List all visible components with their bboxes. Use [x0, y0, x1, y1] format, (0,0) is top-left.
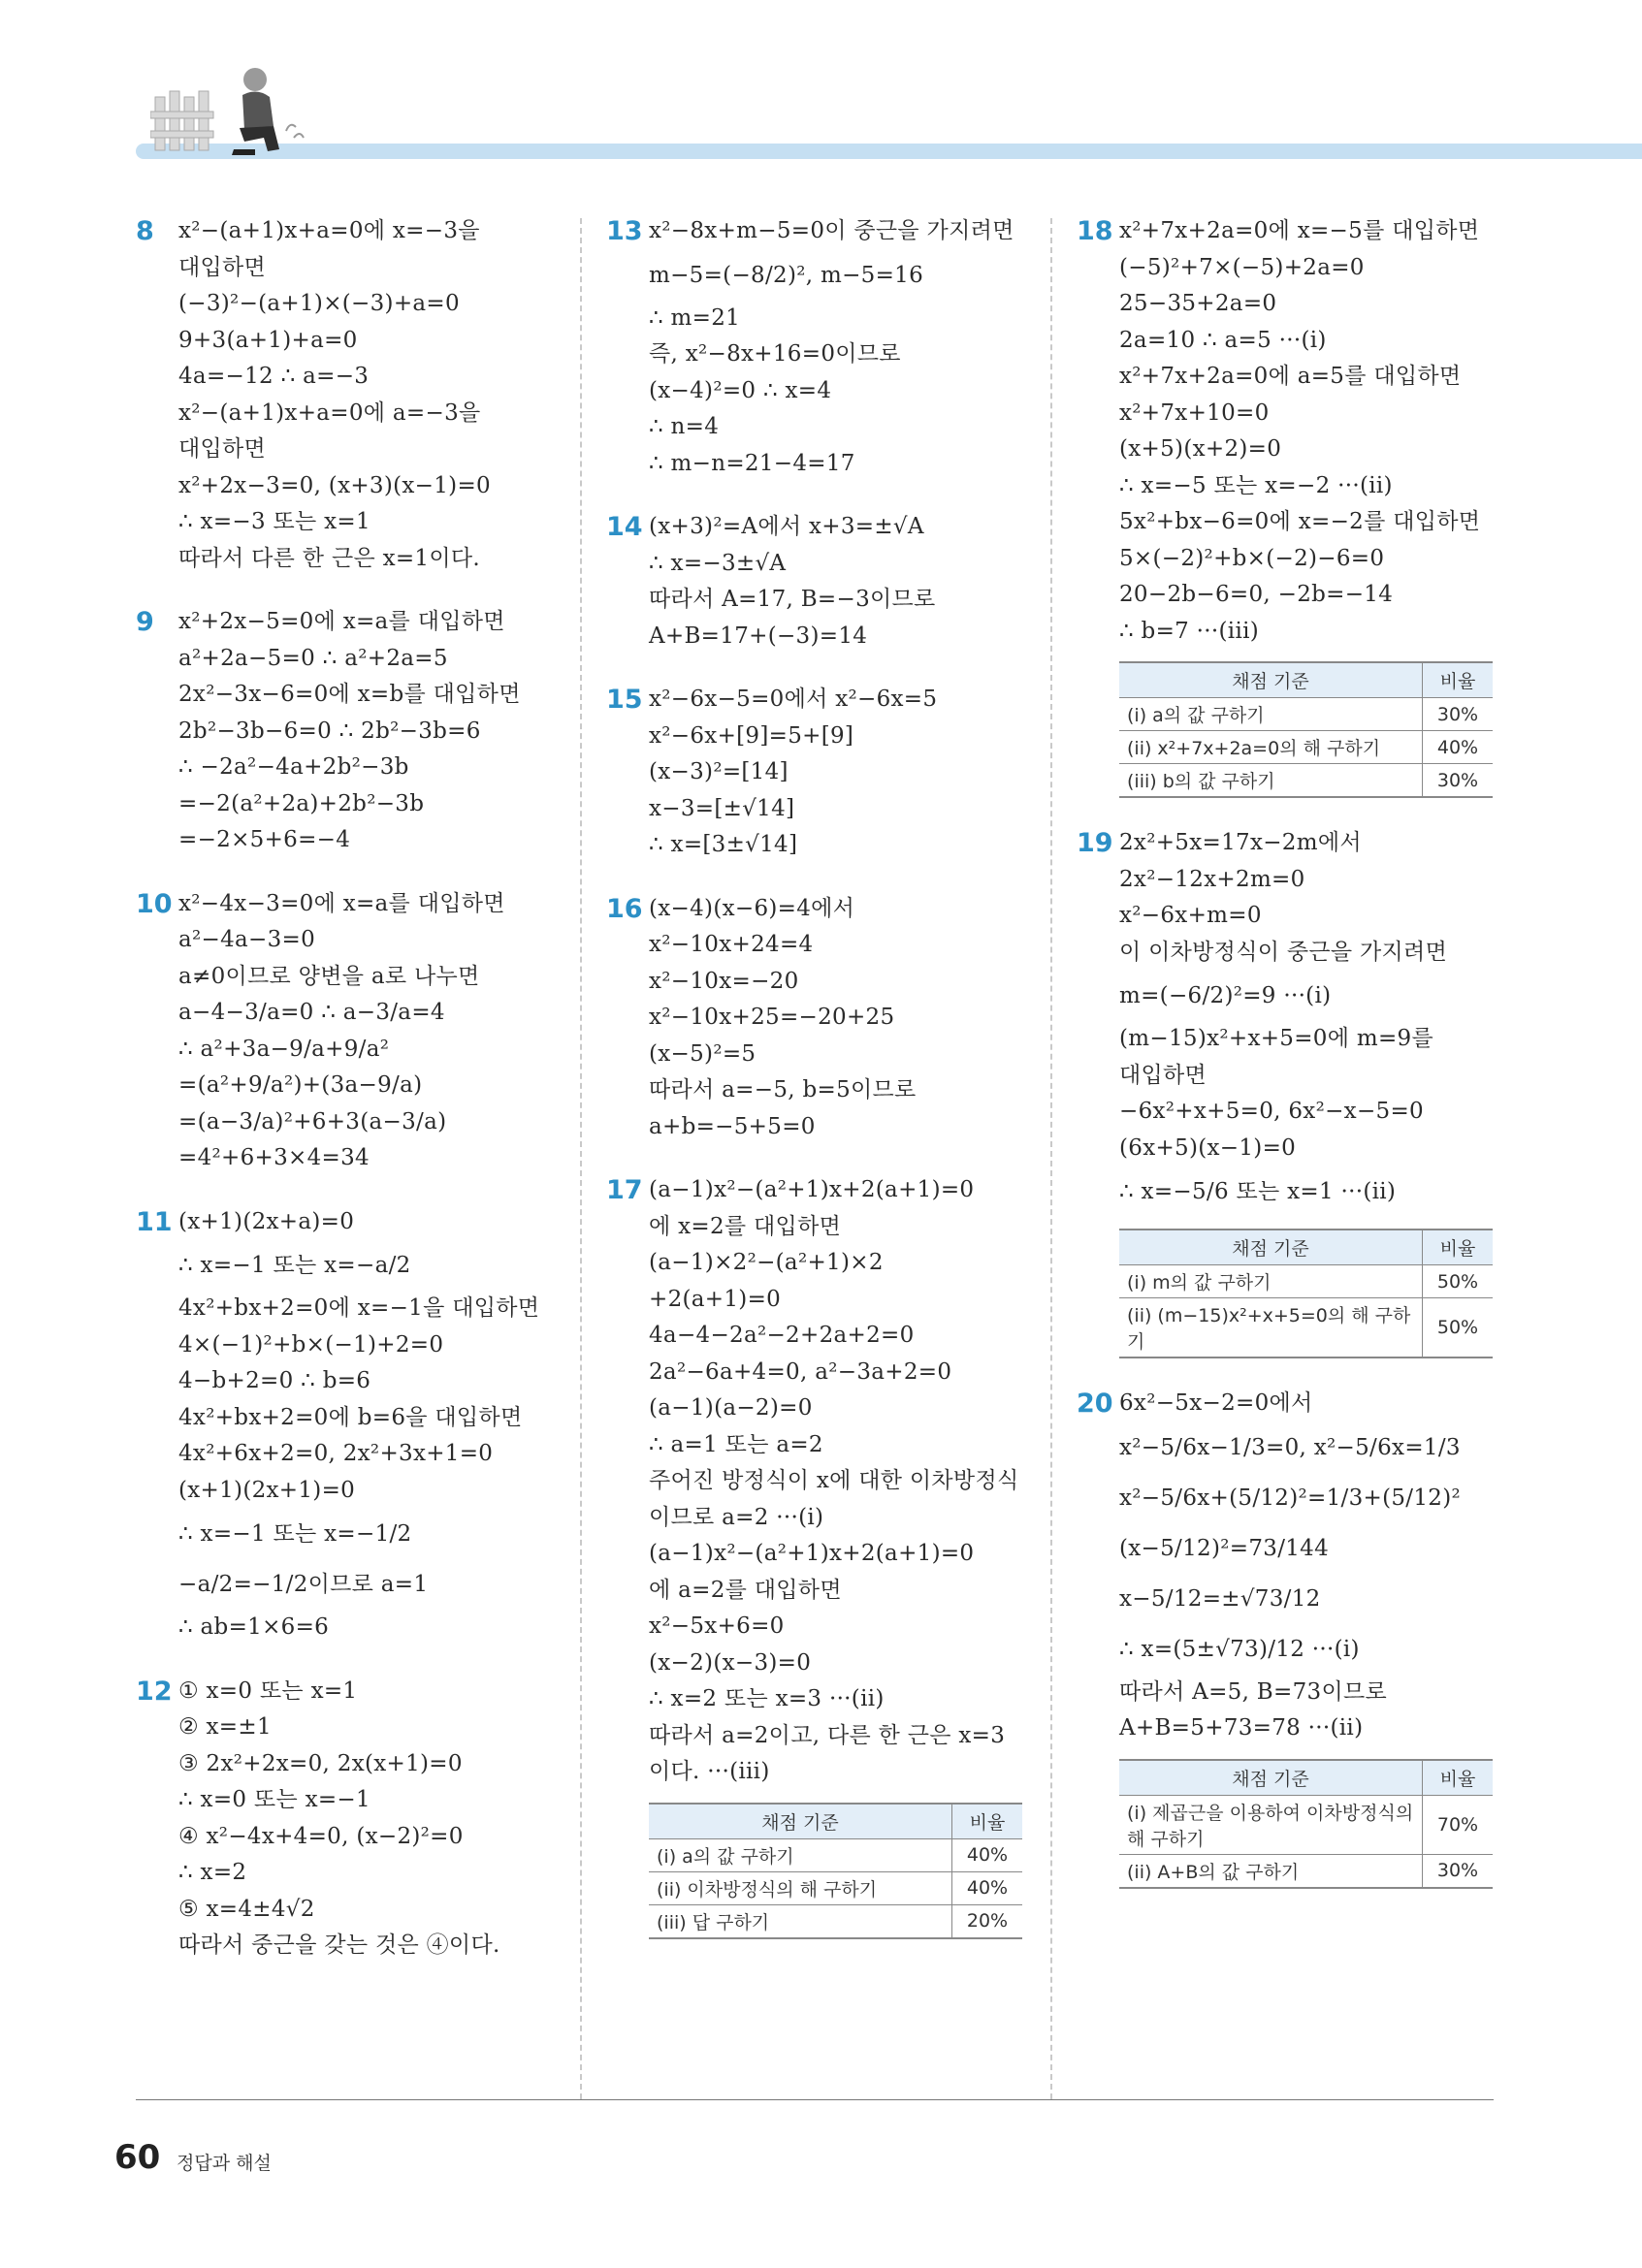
problem-8: [136, 213, 563, 577]
solution-line: ① x=0 또는 x=1: [178, 1677, 358, 1704]
solution-line: a²+2a−5=0 ∴ a²+2a=5: [178, 645, 448, 671]
grading-ratio: 30%: [1423, 1854, 1494, 1888]
problem-18: [1077, 213, 1503, 798]
solution-line: 따라서 다른 한 근은 x=1이다.: [178, 545, 481, 571]
grading-ratio: 20%: [952, 1904, 1023, 1938]
solution-line: −a/2=−1/2이므로 a=1: [178, 1572, 429, 1597]
solution-line: 에 x=2를 대입하면: [649, 1213, 842, 1239]
solution-line: 4−b+2=0 ∴ b=6: [178, 1368, 371, 1393]
grading-criterion: (i) a의 값 구하기: [1119, 698, 1423, 731]
solution-line: 따라서 a=−5, b=5이므로: [649, 1077, 917, 1102]
column-divider-1: [580, 218, 582, 2099]
grading-criterion: (iii) b의 값 구하기: [1119, 764, 1423, 798]
solution-line: ∴ x=2: [178, 1860, 247, 1885]
solution-line: (m−15)x²+x+5=0에 m=9를: [1119, 1026, 1433, 1051]
problem-11: [136, 1204, 563, 1646]
grading-criterion: (ii) A+B의 값 구하기: [1119, 1854, 1423, 1888]
problem-number: 18: [1077, 216, 1113, 246]
grading-table: [649, 1803, 1022, 1939]
solution-line: (a−1)×2²−(a²+1)×2: [649, 1250, 884, 1275]
grading-criterion: (ii) (m−15)x²+x+5=0의 해 구하기: [1119, 1298, 1423, 1358]
solution-line: 4a=−12 ∴ a=−3: [178, 364, 370, 389]
solution-line: 2x²−3x−6=0에 x=b를 대입하면: [178, 682, 521, 707]
solution-line: ∴ x=(5±√73)/12 ···(i): [1119, 1636, 1360, 1662]
solution-line: (x+1)(2x+a)=0: [178, 1208, 355, 1234]
solution-line: ⑤ x=4±4√2: [178, 1896, 315, 1922]
solution-line: 25−35+2a=0: [1119, 291, 1277, 316]
solution-line: a≠0이므로 양변을 a로 나누면: [178, 963, 480, 989]
solution-line: ∴ −2a²−4a+2b²−3b: [178, 754, 409, 780]
column-divider-2: [1050, 218, 1052, 2099]
solution-line: 따라서 a=2이고, 다른 한 근은 x=3: [649, 1722, 1006, 1748]
solution-line: 2b²−3b−6=0 ∴ 2b²−3b=6: [178, 718, 481, 744]
solution-line: 따라서 중근을 갖는 것은 ④이다.: [178, 1933, 500, 1958]
solution-line: (x+5)(x+2)=0: [1119, 436, 1282, 462]
solution-line: ④ x²−4x+4=0, (x−2)²=0: [178, 1823, 464, 1849]
solution-line: a²−4a−3=0: [178, 927, 316, 952]
grading-criterion: (i) m의 값 구하기: [1119, 1265, 1423, 1298]
solution-line: 5×(−2)²+b×(−2)−6=0: [1119, 545, 1385, 571]
solution-line: (a−1)x²−(a²+1)x+2(a+1)=0: [649, 1177, 975, 1202]
grading-ratio-header: 비율: [1423, 662, 1494, 698]
solution-line: ∴ x=−5/6 또는 x=1 ···(ii): [1119, 1179, 1397, 1204]
solution-line: x²−(a+1)x+a=0에 a=−3을: [178, 399, 481, 426]
solution-line: 따라서 A=5, B=73이므로: [1119, 1678, 1387, 1705]
problem-14: [606, 509, 1033, 655]
grading-criteria-header: 채점 기준: [1119, 1230, 1423, 1265]
solution-line: =−2×5+6=−4: [178, 827, 351, 852]
grading-criteria-header: 채점 기준: [1119, 1760, 1423, 1796]
solution-line: x²−10x+25=−20+25: [649, 1005, 895, 1030]
solution-line: x²−10x+24=4: [649, 932, 814, 957]
solution-line: a−4−3/a=0 ∴ a−3/a=4: [178, 1000, 445, 1025]
solution-line: 대입하면: [178, 436, 267, 462]
grading-criteria-header: 채점 기준: [649, 1804, 952, 1839]
problem-20: [1077, 1386, 1503, 1889]
solution-line: 이다. ···(iii): [649, 1759, 770, 1784]
grading-criterion: (i) a의 값 구하기: [649, 1838, 952, 1871]
solution-line: a+b=−5+5=0: [649, 1113, 816, 1139]
problem-number: 14: [606, 512, 643, 542]
solution-line: x²+7x+10=0: [1119, 399, 1270, 426]
solution-line: x²−6x+m=0: [1119, 903, 1262, 928]
problem-number: 16: [606, 893, 643, 924]
solution-line: 이므로 a=2 ···(i): [649, 1504, 824, 1530]
solution-line: x²−(a+1)x+a=0에 x=−3을: [178, 218, 480, 243]
solution-line: =−2(a²+2a)+2b²−3b: [178, 790, 425, 816]
grading-ratio: 40%: [952, 1871, 1023, 1904]
solution-line: ∴ x=2 또는 x=3 ···(ii): [649, 1686, 885, 1711]
grading-ratio: 50%: [1423, 1298, 1494, 1358]
solution-line: m−5=(−8/2)², m−5=16: [649, 262, 924, 288]
solution-line: +2(a+1)=0: [649, 1286, 782, 1312]
solution-line: ∴ m=21: [649, 304, 741, 331]
grading-table: [1119, 661, 1493, 798]
solution-line: x²−5x+6=0: [649, 1613, 785, 1639]
solution-line: x²−5/6x−1/3=0, x²−5/6x=1/3: [1119, 1434, 1461, 1460]
solution-line: =4²+6+3×4=34: [178, 1145, 370, 1170]
solution-line: x−3=[±√14]: [649, 795, 795, 821]
solution-line: (x−5)²=5: [649, 1040, 757, 1067]
problem-number: 19: [1077, 828, 1113, 858]
solution-line: 즉, x²−8x+16=0이므로: [649, 341, 901, 367]
grading-ratio-header: 비율: [1423, 1760, 1494, 1796]
grading-ratio: 50%: [1423, 1265, 1494, 1298]
grading-criterion: (i) 제곱근을 이용하여 이차방정식의 해 구하기: [1119, 1795, 1423, 1854]
grading-ratio: 40%: [952, 1838, 1023, 1871]
solution-line: ∴ x=0 또는 x=−1: [178, 1787, 370, 1812]
solution-line: =(a²+9/a²)+(3a−9/a): [178, 1072, 423, 1098]
solution-line: ∴ n=4: [649, 414, 720, 439]
solution-line: (x−4)²=0 ∴ x=4: [649, 377, 832, 403]
header-bar: [136, 144, 1642, 159]
solution-line: (x−2)(x−3)=0: [649, 1649, 812, 1676]
solution-line: ∴ b=7 ···(iii): [1119, 618, 1260, 644]
solution-line: 2x²−12x+2m=0: [1119, 866, 1305, 892]
problem-number: 8: [136, 216, 154, 246]
answer-column-1: [136, 213, 563, 1992]
solution-line: x²−8x+m−5=0이 중근을 가지려면: [649, 218, 1014, 243]
solution-line: 대입하면: [1119, 1062, 1207, 1088]
grading-ratio-header: 비율: [1423, 1230, 1494, 1265]
solution-line: 4x²+6x+2=0, 2x²+3x+1=0: [178, 1441, 494, 1466]
solution-line: (−5)²+7×(−5)+2a=0: [1119, 254, 1365, 280]
problem-13: [606, 213, 1033, 482]
solution-line: −6x²+x+5=0, 6x²−x−5=0: [1119, 1099, 1424, 1124]
solution-line: 2x²+5x=17x−2m에서: [1119, 830, 1362, 855]
problem-17: [606, 1172, 1033, 1939]
grading-table: [1119, 1229, 1493, 1358]
grading-ratio: 30%: [1423, 764, 1494, 798]
page-number: 60: [114, 2138, 161, 2177]
solution-line: (x−4)(x−6)=4에서: [649, 895, 855, 921]
problem-number: 15: [606, 685, 643, 715]
solution-line: 4x²+bx+2=0에 x=−1을 대입하면: [178, 1295, 540, 1321]
grading-criterion: (iii) 답 구하기: [649, 1904, 952, 1938]
solution-line: ∴ m−n=21−4=17: [649, 450, 855, 476]
solution-line: x²+7x+2a=0에 x=−5를 대입하면: [1119, 218, 1480, 243]
solution-line: 20−2b−6=0, −2b=−14: [1119, 582, 1394, 607]
solution-line: ③ 2x²+2x=0, 2x(x+1)=0: [178, 1750, 463, 1776]
solution-line: (a−1)x²−(a²+1)x+2(a+1)=0: [649, 1541, 975, 1566]
solution-line: 4×(−1)²+b×(−1)+2=0: [178, 1331, 444, 1358]
grading-ratio: 40%: [1423, 731, 1494, 764]
solution-line: 주어진 방정식이 x에 대한 이차방정식: [649, 1468, 1019, 1493]
solution-line: x−5/12=±√73/12: [1119, 1585, 1321, 1612]
grading-ratio-header: 비율: [952, 1804, 1023, 1839]
solution-line: A+B=17+(−3)=14: [649, 623, 868, 649]
problem-19: [1077, 825, 1503, 1358]
problem-number: 12: [136, 1676, 173, 1707]
problem-number: 10: [136, 888, 173, 919]
solution-line: ∴ x=−3±√A: [649, 550, 787, 576]
footer-rule: [136, 2099, 1494, 2100]
solution-line: 4x²+bx+2=0에 b=6을 대입하면: [178, 1404, 523, 1430]
solution-line: (6x+5)(x−1)=0: [1119, 1134, 1297, 1161]
solution-line: (x−5/12)²=73/144: [1119, 1535, 1330, 1561]
solution-line: ② x=±1: [178, 1714, 272, 1740]
solution-line: =(a−3/a)²+6+3(a−3/a): [178, 1108, 447, 1134]
grading-ratio: 30%: [1423, 698, 1494, 731]
problem-number: 20: [1077, 1389, 1113, 1419]
solution-line: ∴ x=−3 또는 x=1: [178, 509, 370, 534]
solution-line: 2a²−6a+4=0, a²−3a+2=0: [649, 1358, 952, 1385]
problem-16: [606, 891, 1033, 1146]
gardener-illustration: [150, 58, 310, 165]
solution-line: (−3)²−(a+1)×(−3)+a=0: [178, 291, 460, 316]
solution-line: (x+3)²=A에서 x+3=±√A: [649, 514, 924, 539]
solution-line: ∴ x=−1 또는 x=−a/2: [178, 1253, 411, 1278]
solution-line: x²+2x−5=0에 x=a를 대입하면: [178, 609, 505, 634]
solution-line: ∴ ab=1×6=6: [178, 1614, 330, 1640]
solution-line: ∴ x=[3±√14]: [649, 832, 798, 857]
solution-line: (a−1)(a−2)=0: [649, 1395, 813, 1421]
problem-9: [136, 604, 563, 859]
solution-line: 5x²+bx−6=0에 x=−2를 대입하면: [1119, 509, 1481, 534]
solution-line: ∴ a=1 또는 a=2: [649, 1431, 823, 1457]
answer-column-3: [1077, 213, 1503, 1916]
solution-line: m=(−6/2)²=9 ···(i): [1119, 983, 1332, 1008]
problem-number: 11: [136, 1206, 173, 1237]
solution-line: x²−5/6x+(5/12)²=1/3+(5/12)²: [1119, 1485, 1462, 1511]
solution-line: 대입하면: [178, 254, 267, 280]
solution-line: x²−6x+[9]=5+[9]: [649, 722, 854, 749]
solution-line: ∴ x=−5 또는 x=−2 ···(ii): [1119, 472, 1393, 498]
problem-15: [606, 682, 1033, 864]
solution-line: x²+7x+2a=0에 a=5를 대입하면: [1119, 364, 1462, 389]
solution-line: x²−4x−3=0에 x=a를 대입하면: [178, 890, 505, 916]
solution-line: 에 a=2를 대입하면: [649, 1577, 842, 1603]
problem-number: 13: [606, 216, 643, 246]
page-label: 정답과 해설: [177, 2153, 272, 2174]
solution-line: (x+1)(2x+1)=0: [178, 1477, 356, 1503]
solution-line: ∴ x=−1 또는 x=−1/2: [178, 1521, 412, 1547]
solution-line: x²−6x−5=0에서 x²−6x=5: [649, 687, 938, 712]
grading-ratio: 70%: [1423, 1795, 1494, 1854]
solution-line: 6x²−5x−2=0에서: [1119, 1390, 1313, 1416]
grading-table: [1119, 1759, 1493, 1889]
solution-line: 따라서 A=17, B=−3이므로: [649, 587, 936, 612]
solution-line: x²−10x=−20: [649, 968, 799, 994]
solution-line: 4a−4−2a²−2+2a+2=0: [649, 1323, 915, 1348]
problem-12: [136, 1674, 563, 1965]
grading-criteria-header: 채점 기준: [1119, 662, 1423, 698]
solution-line: 9+3(a+1)+a=0: [178, 327, 358, 353]
solution-line: x²+2x−3=0, (x+3)(x−1)=0: [178, 472, 491, 498]
problem-number: 17: [606, 1175, 643, 1205]
problem-10: [136, 886, 563, 1177]
problem-number: 9: [136, 607, 154, 637]
solution-line: (x−3)²=[14]: [649, 759, 789, 784]
solution-line: 이 이차방정식이 중근을 가지려면: [1119, 939, 1448, 965]
answer-column-2: [606, 213, 1033, 1966]
solution-line: A+B=5+73=78 ···(ii): [1119, 1715, 1364, 1741]
solution-line: 2a=10 ∴ a=5 ···(i): [1119, 327, 1327, 353]
grading-criterion: (ii) x²+7x+2a=0의 해 구하기: [1119, 731, 1423, 764]
solution-line: ∴ a²+3a−9/a+9/a²: [178, 1036, 390, 1062]
grading-criterion: (ii) 이차방정식의 해 구하기: [649, 1871, 952, 1904]
